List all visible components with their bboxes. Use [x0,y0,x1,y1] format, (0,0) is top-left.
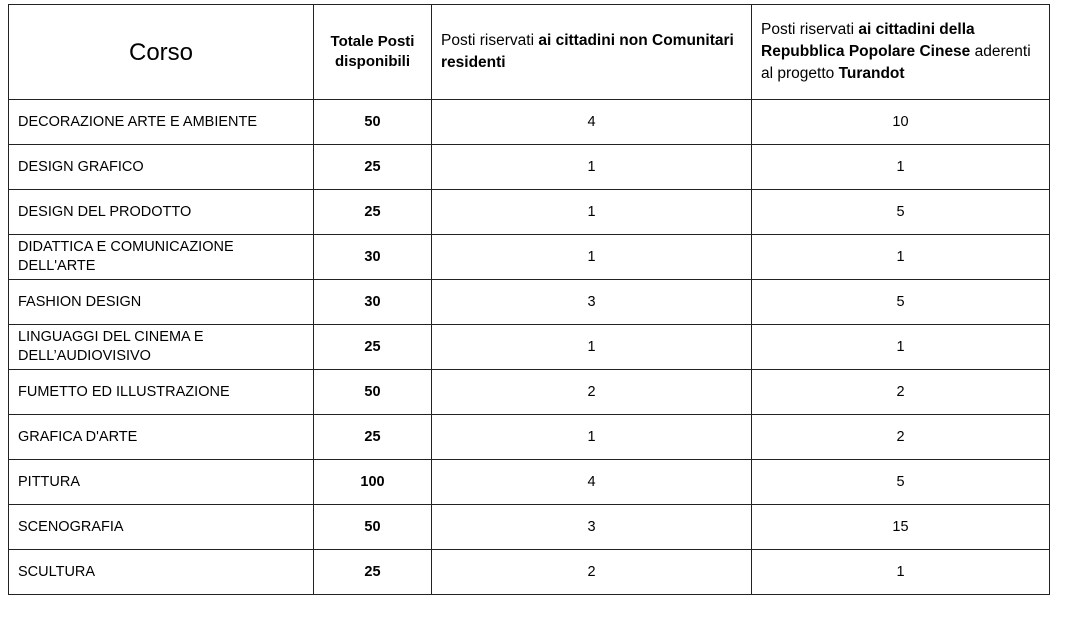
table-row [9,190,1050,235]
cell-cina: 1 [752,550,1050,595]
cell-totale: 25 [314,550,432,595]
header-row [9,5,1050,100]
header-totale [314,5,432,100]
cell-totale: 50 [314,370,432,415]
cell-non-comunitari: 1 [432,415,752,460]
cell-totale: 30 [314,235,432,280]
header-noncom-bold: ai cittadini non Comunitari residenti [441,32,734,71]
table-row [9,100,1050,145]
cell-totale: 25 [314,415,432,460]
cell-cina: 2 [752,415,1050,460]
cell-cina: 1 [752,145,1050,190]
cell-non-comunitari: 1 [432,235,752,280]
cell-non-comunitari: 1 [432,325,752,370]
cell-non-comunitari: 3 [432,505,752,550]
cell-cina: 1 [752,325,1050,370]
header-totale-line2: disponibili [335,53,410,70]
cell-cina: 5 [752,190,1050,235]
header-cina [752,5,1050,100]
cell-totale: 25 [314,325,432,370]
posti-table [8,4,1050,595]
cell-corso: DESIGN GRAFICO [9,145,314,190]
cell-totale: 50 [314,505,432,550]
cell-cina: 5 [752,280,1050,325]
cell-totale: 100 [314,460,432,505]
cell-cina: 15 [752,505,1050,550]
cell-cina: 10 [752,100,1050,145]
cell-non-comunitari: 1 [432,145,752,190]
cell-corso: LINGUAGGI DEL CINEMA E DELL’AUDIOVISIVO [9,325,314,370]
table-row [9,280,1050,325]
header-non-comunitari [432,5,752,100]
header-cina-text2: aderenti al progetto [761,43,1031,82]
cell-corso: SCENOGRAFIA [9,505,314,550]
header-noncom-text: Posti riservati [441,32,539,49]
cell-corso: GRAFICA D'ARTE [9,415,314,460]
cell-corso: FUMETTO ED ILLUSTRAZIONE [9,370,314,415]
cell-non-comunitari: 2 [432,550,752,595]
table-row [9,370,1050,415]
cell-totale: 25 [314,145,432,190]
cell-totale: 30 [314,280,432,325]
cell-totale: 25 [314,190,432,235]
cell-corso: SCULTURA [9,550,314,595]
header-cina-bold2: Turandot [838,65,905,82]
cell-cina: 5 [752,460,1050,505]
table-row [9,460,1050,505]
table-row [9,550,1050,595]
header-corso: Corso [9,5,314,100]
cell-non-comunitari: 2 [432,370,752,415]
cell-corso: FASHION DESIGN [9,280,314,325]
cell-non-comunitari: 4 [432,460,752,505]
table-body [9,100,1050,595]
header-cina-bold1: ai cittadini della Repubblica Popolare Cinese [761,21,975,60]
table-header [9,5,1050,100]
cell-corso: DESIGN DEL PRODOTTO [9,190,314,235]
cell-cina: 1 [752,235,1050,280]
cell-totale: 50 [314,100,432,145]
table-row [9,505,1050,550]
cell-non-comunitari: 4 [432,100,752,145]
cell-corso: DIDATTICA E COMUNICAZIONE DELL'ARTE [9,235,314,280]
cell-corso: DECORAZIONE ARTE E AMBIENTE [9,100,314,145]
header-cina-text1: Posti riservati [761,21,859,38]
cell-cina: 2 [752,370,1050,415]
table-row [9,145,1050,190]
cell-corso: PITTURA [9,460,314,505]
cell-non-comunitari: 1 [432,190,752,235]
cell-non-comunitari: 3 [432,280,752,325]
document-page [8,4,1050,595]
header-totale-line1: Totale Posti [330,33,415,50]
table-row [9,325,1050,370]
table-row [9,415,1050,460]
table-row [9,235,1050,280]
